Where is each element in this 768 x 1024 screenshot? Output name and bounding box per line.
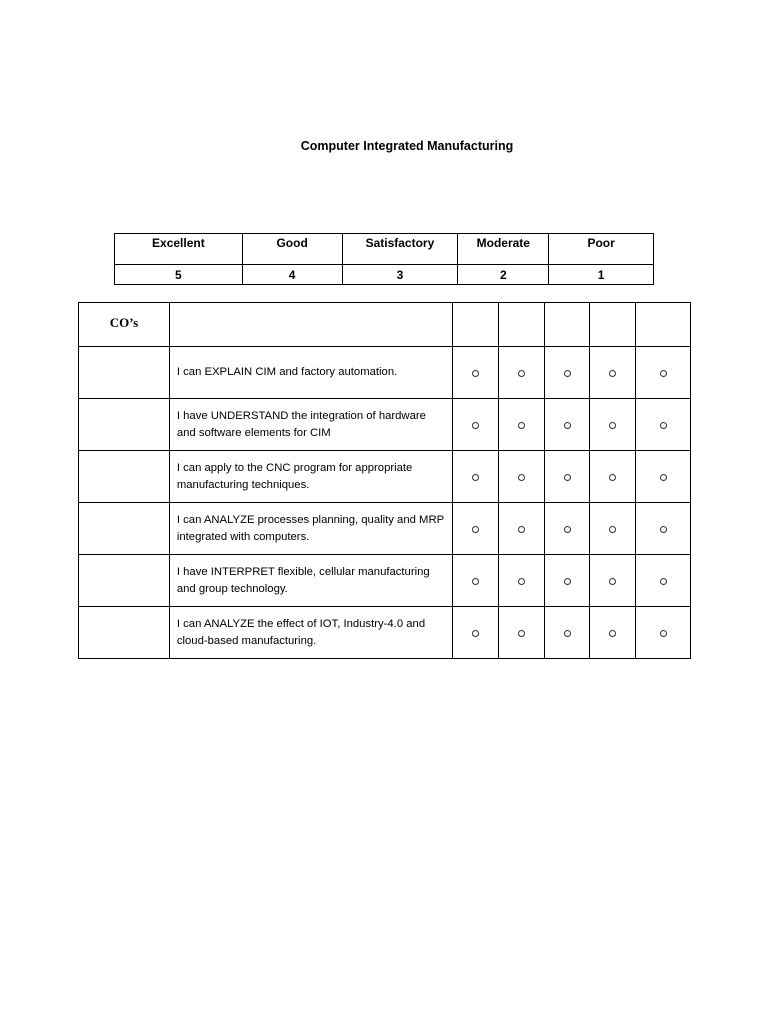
- radio-circle-icon[interactable]: [472, 526, 479, 533]
- rating-option-1[interactable]: [636, 347, 691, 399]
- rating-option-1[interactable]: [636, 503, 691, 555]
- radio-circle-icon[interactable]: [472, 474, 479, 481]
- radio-circle-icon[interactable]: [609, 474, 616, 481]
- radio-circle-icon[interactable]: [660, 474, 667, 481]
- scale-value-1: 1: [549, 265, 654, 285]
- statement-text: I have UNDERSTAND the integration of hardware and software elements for CIM: [169, 399, 453, 451]
- radio-circle-icon[interactable]: [472, 630, 479, 637]
- co-cell: [79, 503, 170, 555]
- scale-value-4: 4: [242, 265, 342, 285]
- table-row: [79, 399, 691, 451]
- rating-header-2: [590, 303, 636, 347]
- radio-circle-icon[interactable]: [660, 422, 667, 429]
- rating-header-4: [499, 303, 545, 347]
- scale-value-5: 5: [115, 265, 243, 285]
- statement-text: I can ANALYZE the effect of IOT, Industry-4.0 and cloud-based manufacturing.: [169, 607, 453, 659]
- table-body: [79, 347, 691, 659]
- rating-option-2[interactable]: [590, 451, 636, 503]
- statement-text: I can apply to the CNC program for appropriate manufacturing techniques.: [169, 451, 453, 503]
- table-row: [79, 451, 691, 503]
- radio-circle-icon[interactable]: [472, 578, 479, 585]
- rating-option-5[interactable]: [453, 503, 499, 555]
- scale-label-good: Good: [242, 234, 342, 265]
- radio-circle-icon[interactable]: [609, 526, 616, 533]
- rating-scale-values-row: [115, 265, 654, 285]
- rating-option-4[interactable]: [499, 607, 545, 659]
- rating-option-3[interactable]: [545, 555, 590, 607]
- radio-circle-icon[interactable]: [564, 630, 571, 637]
- rating-option-4[interactable]: [499, 399, 545, 451]
- radio-circle-icon[interactable]: [660, 578, 667, 585]
- scale-label-moderate: Moderate: [458, 234, 549, 265]
- co-cell: [79, 399, 170, 451]
- radio-circle-icon[interactable]: [564, 578, 571, 585]
- page-title: Computer Integrated Manufacturing: [300, 139, 514, 153]
- rating-option-5[interactable]: [453, 399, 499, 451]
- rating-option-3[interactable]: [545, 503, 590, 555]
- radio-circle-icon[interactable]: [564, 370, 571, 377]
- rating-option-3[interactable]: [545, 347, 590, 399]
- rating-option-3[interactable]: [545, 399, 590, 451]
- rating-option-5[interactable]: [453, 451, 499, 503]
- statement-text: I can ANALYZE processes planning, quality and MRP integrated with computers.: [169, 503, 453, 555]
- co-cell: [79, 347, 170, 399]
- radio-circle-icon[interactable]: [564, 526, 571, 533]
- rating-option-4[interactable]: [499, 451, 545, 503]
- rating-header-3: [545, 303, 590, 347]
- radio-circle-icon[interactable]: [472, 422, 479, 429]
- rating-option-5[interactable]: [453, 347, 499, 399]
- scale-label-poor: Poor: [549, 234, 654, 265]
- rating-option-2[interactable]: [590, 399, 636, 451]
- rating-option-1[interactable]: [636, 555, 691, 607]
- table-row: [79, 555, 691, 607]
- radio-circle-icon[interactable]: [518, 370, 525, 377]
- radio-circle-icon[interactable]: [518, 474, 525, 481]
- statement-text: I can EXPLAIN CIM and factory automation.: [169, 347, 453, 399]
- co-cell: [79, 607, 170, 659]
- statement-header: [169, 303, 453, 347]
- scale-value-2: 2: [458, 265, 549, 285]
- rating-option-3[interactable]: [545, 607, 590, 659]
- rating-option-5[interactable]: [453, 607, 499, 659]
- rating-scale-table: [114, 233, 654, 285]
- scale-value-3: 3: [342, 265, 458, 285]
- rating-option-5[interactable]: [453, 555, 499, 607]
- rating-option-4[interactable]: [499, 347, 545, 399]
- rating-option-2[interactable]: [590, 555, 636, 607]
- radio-circle-icon[interactable]: [518, 526, 525, 533]
- rating-option-2[interactable]: [590, 607, 636, 659]
- radio-circle-icon[interactable]: [564, 474, 571, 481]
- radio-circle-icon[interactable]: [660, 526, 667, 533]
- table-row: [79, 607, 691, 659]
- co-cell: [79, 451, 170, 503]
- radio-circle-icon[interactable]: [564, 422, 571, 429]
- course-outcomes-table: [78, 302, 691, 659]
- rating-header-5: [453, 303, 499, 347]
- scale-label-excellent: Excellent: [115, 234, 243, 265]
- table-row: [79, 503, 691, 555]
- radio-circle-icon[interactable]: [660, 370, 667, 377]
- rating-option-2[interactable]: [590, 347, 636, 399]
- rating-scale-labels-row: [115, 234, 654, 265]
- table-header-row: [79, 303, 691, 347]
- rating-option-1[interactable]: [636, 399, 691, 451]
- rating-option-3[interactable]: [545, 451, 590, 503]
- radio-circle-icon[interactable]: [660, 630, 667, 637]
- rating-option-4[interactable]: [499, 555, 545, 607]
- radio-circle-icon[interactable]: [609, 630, 616, 637]
- radio-circle-icon[interactable]: [609, 422, 616, 429]
- co-header: CO’s: [79, 303, 170, 347]
- scale-label-satisfactory: Satisfactory: [342, 234, 458, 265]
- radio-circle-icon[interactable]: [472, 370, 479, 377]
- radio-circle-icon[interactable]: [609, 578, 616, 585]
- rating-option-1[interactable]: [636, 451, 691, 503]
- statement-text: I have INTERPRET flexible, cellular manufacturing and group technology.: [169, 555, 453, 607]
- radio-circle-icon[interactable]: [518, 422, 525, 429]
- radio-circle-icon[interactable]: [518, 578, 525, 585]
- rating-option-1[interactable]: [636, 607, 691, 659]
- table-row: [79, 347, 691, 399]
- rating-option-2[interactable]: [590, 503, 636, 555]
- co-cell: [79, 555, 170, 607]
- rating-option-4[interactable]: [499, 503, 545, 555]
- rating-header-1: [636, 303, 691, 347]
- radio-circle-icon[interactable]: [609, 370, 616, 377]
- radio-circle-icon[interactable]: [518, 630, 525, 637]
